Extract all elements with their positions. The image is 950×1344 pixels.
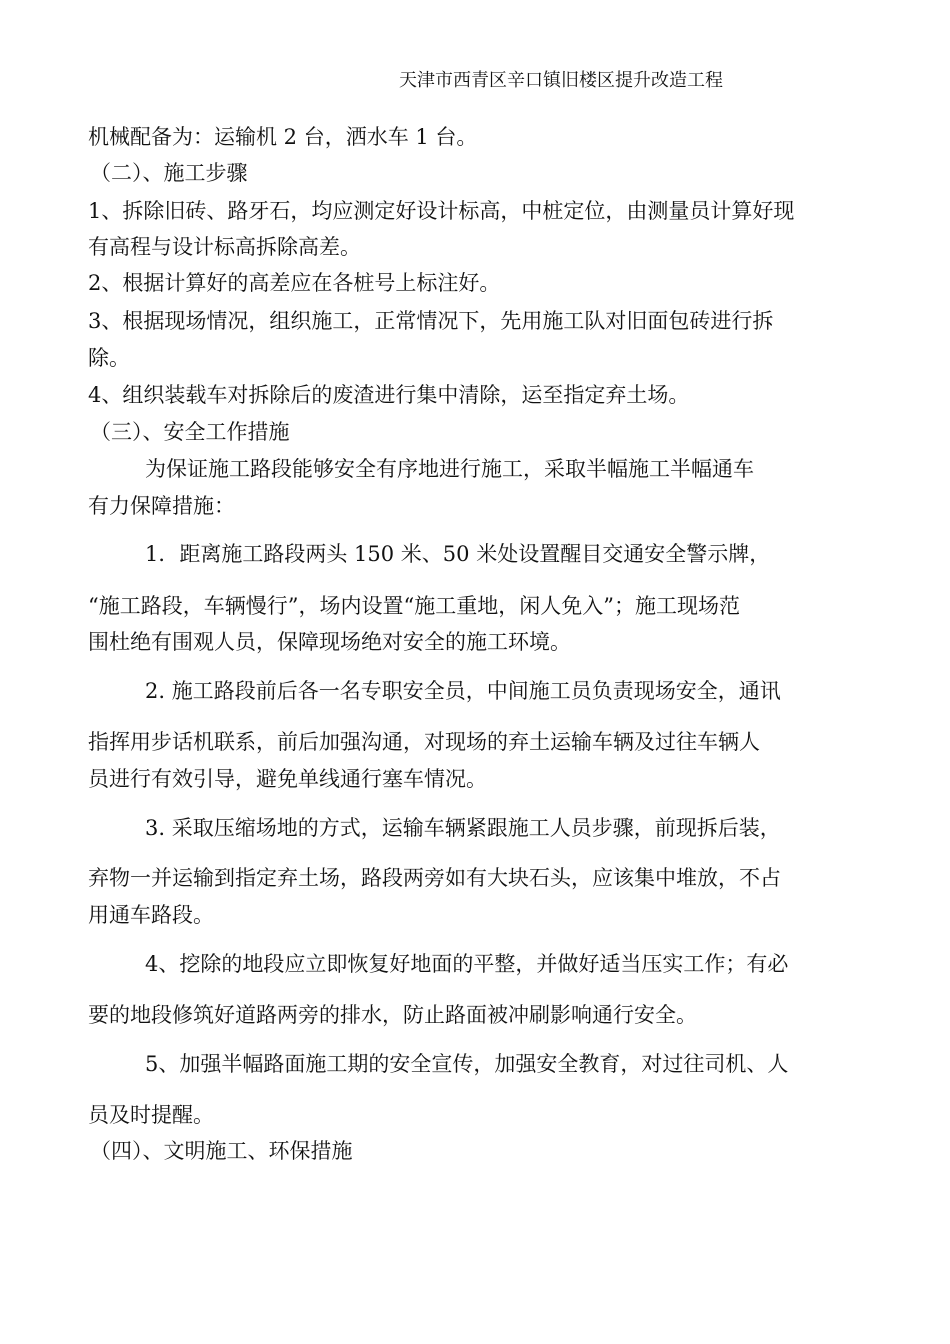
text-line: 5、加强半幅路面施工期的安全宣传，加强安全教育，对过往司机、人 xyxy=(145,1052,789,1076)
text-line: 弃物一并运输到指定弃土场，路段两旁如有大块石头，应该集中堆放，不占 xyxy=(88,866,781,890)
text-line: 4、组织装载车对拆除后的废渣进行集中清除，运至指定弃土场。 xyxy=(88,383,690,407)
section-heading-2: （二）、施工步骤 xyxy=(90,161,248,185)
text-line: 指挥用步话机联系，前后加强沟通，对现场的弃土运输车辆及过往车辆人 xyxy=(88,730,760,754)
text-line: “施工路段，车辆慢行”，场内设置“施工重地，闲人免入”；施工现场范 xyxy=(88,594,740,618)
text-line: 围杜绝有围观人员，保障现场绝对安全的施工环境。 xyxy=(88,630,571,654)
text-line: 3、根据现场情况，组织施工，正常情况下，先用施工队对旧面包砖进行拆 xyxy=(88,309,774,333)
text-line: 要的地段修筑好道路两旁的排水，防止路面被冲刷影响通行安全。 xyxy=(88,1003,697,1027)
text-line: 为保证施工路段能够安全有序地进行施工，采取半幅施工半幅通车 xyxy=(145,457,754,481)
text-line: 2. 施工路段前后各一名专职安全员，中间施工员负责现场安全，通讯 xyxy=(145,679,781,703)
text-line: 用通车路段。 xyxy=(88,903,214,927)
section-heading-3: （三）、安全工作措施 xyxy=(90,420,290,444)
text-line: 1、拆除旧砖、路牙石，均应测定好设计标高，中桩定位，由测量员计算好现 xyxy=(88,199,795,223)
page-header-title: 天津市西青区辛口镇旧楼区提升改造工程 xyxy=(399,70,723,91)
text-line: 3. 采取压缩场地的方式，运输车辆紧跟施工人员步骤，前现拆后装， xyxy=(145,816,781,840)
text-line: 1．距离施工路段两头 150 米、50 米处设置醒目交通安全警示牌， xyxy=(145,542,771,566)
text-line: 机械配备为：运输机 2 台，洒水车 1 台。 xyxy=(88,125,478,149)
section-heading-4: （四）、文明施工、环保措施 xyxy=(90,1139,353,1163)
text-line: 4、挖除的地段应立即恢复好地面的平整，并做好适当压实工作；有必 xyxy=(145,952,789,976)
text-line: 员及时提醒。 xyxy=(88,1103,214,1127)
text-line: 有力保障措施： xyxy=(88,494,235,518)
text-line: 有高程与设计标高拆除高差。 xyxy=(88,235,361,259)
text-line: 员进行有效引导，避免单线通行塞车情况。 xyxy=(88,767,487,791)
text-line: 除。 xyxy=(88,346,130,370)
text-line: 2、根据计算好的高差应在各桩号上标注好。 xyxy=(88,271,501,295)
